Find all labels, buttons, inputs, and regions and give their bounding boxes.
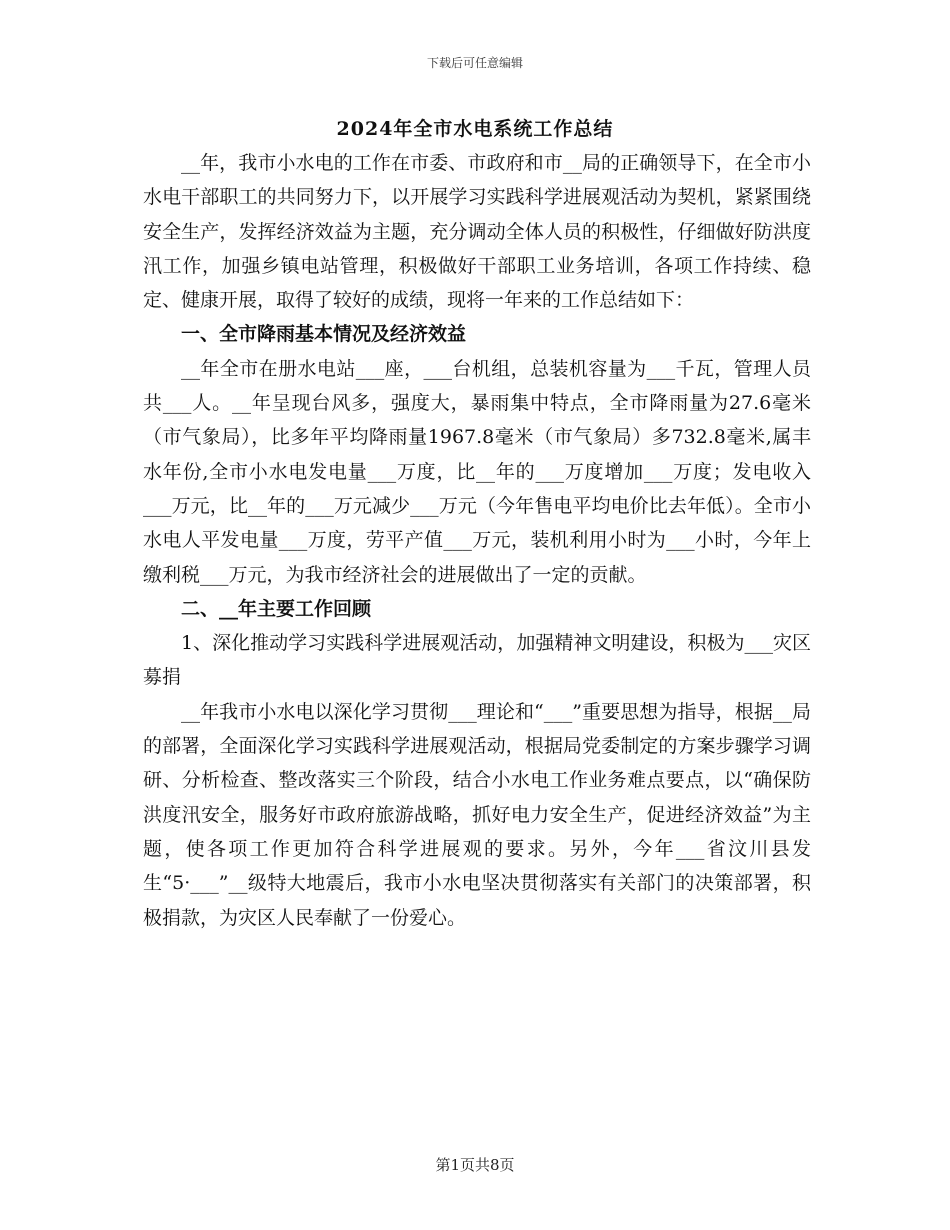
intro-paragraph: __年，我市小水电的工作在市委、市政府和市__局的正确领导下，在全市小水电干部职工的共同努力下，以开展学习实践科学进展观活动为契机，紧紧围绕安全生产，发挥经济效益为主题，充分调动全体人员的积极性，仔细做好防洪度汛工作，加强乡镇电站管理，积极做好干部职工业务培训，各项工作持续、稳定、健康开展，取得了较好的成绩，现将一年来的工作总结如下： — [143, 152, 811, 312]
section-1-paragraph: __年全市在册水电站___座，___台机组，总装机容量为___千瓦，管理人员共___人。__年呈现台风多，强度大，暴雨集中特点，全市降雨量为27.6毫米（市气象局），比多年平均降雨量1967.8毫米（市气象局）多732.8毫米,属丰水年份,全市小水电发电量___万度，比__年的___万度增加___万度；发电收入___万元，比__年的___万元减少___万元（今年售电平均电价比去年低）。全市小水电人平发电量___万度，劳平产值___万元，装机利用小时为___小时，今年上缴利税___万元，为我市经济社会的进展做出了一定的贡献。 — [143, 357, 811, 586]
item-1-heading: 1、深化推动学习实践科学进展观活动，加强精神文明建设，积极为___灾区募捐 — [143, 632, 811, 689]
section-1-heading: 一、全市降雨基本情况及经济效益 — [181, 323, 467, 346]
item-1-paragraph: __年我市小水电以深化学习贯彻___理论和“___”重要思想为指导，根据__局的部署，全面深化学习实践科学进展观活动，根据局党委制定的方案步骤学习调研、分析检查、整改落实三个阶段，结合小水电工作业务难点要点，以“确保防洪度汛安全，服务好市政府旅游战略，抓好电力安全生产，促进经济效益”为主题，使各项工作更加符合科学进展观的要求。另外，今年___省汶川县发生“5·___”__级特大地震后，我市小水电坚决贯彻落实有关部门的决策部署，积极捐款，为灾区人民奉献了一份爱心。 — [143, 700, 811, 929]
header-note: 下载后可任意编辑 — [426, 56, 523, 70]
document-title: 2024年全市水电系统工作总结 — [336, 118, 614, 140]
page-footer: 第1页共8页 — [435, 1156, 515, 1174]
document-body — [143, 146, 811, 935]
section-2-heading: 二、__年主要工作回顾 — [181, 597, 372, 620]
